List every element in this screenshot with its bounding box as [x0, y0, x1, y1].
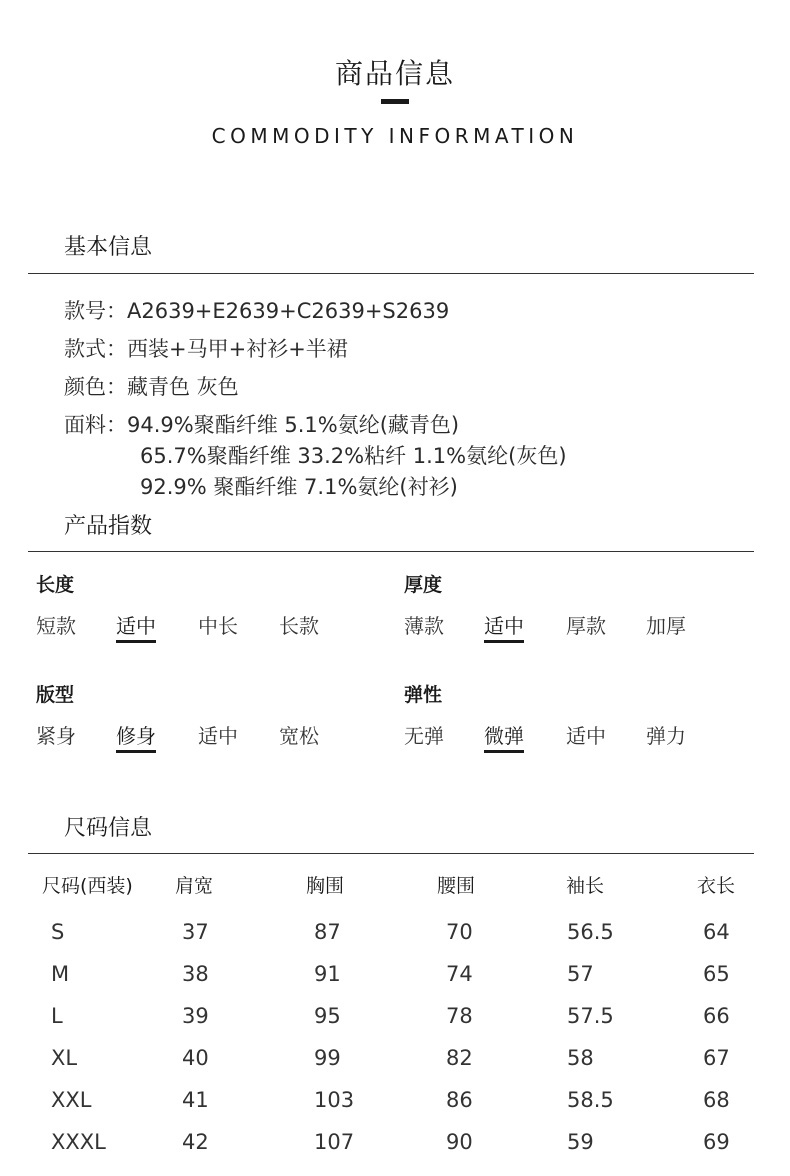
- table-cell-size: M: [51, 962, 70, 986]
- table-cell-sleeve: 57: [567, 962, 594, 986]
- fit-label: 版型: [36, 684, 75, 706]
- table-cell-waist: 74: [446, 962, 473, 986]
- table-cell-shoulder: 39: [182, 1004, 209, 1028]
- table-cell-length: 66: [703, 1004, 730, 1028]
- length-option-long: 长款: [279, 614, 319, 638]
- thickness-option-thin: 薄款: [404, 614, 444, 638]
- basic-info-heading: 基本信息: [64, 235, 153, 260]
- thickness-option-thick: 厚款: [566, 614, 606, 638]
- table-cell-sleeve: 56.5: [567, 920, 614, 944]
- table-cell-chest: 103: [314, 1088, 355, 1112]
- page-title: 商品信息: [334, 57, 455, 90]
- fit-option-tight: 紧身: [36, 724, 76, 748]
- table-cell-waist: 82: [446, 1046, 473, 1070]
- fit-option-regular: 适中: [198, 724, 238, 748]
- table-cell-waist: 78: [446, 1004, 473, 1028]
- table-cell-sleeve: 57.5: [567, 1004, 614, 1028]
- table-cell-chest: 91: [314, 962, 341, 986]
- basic-info-rule: [28, 273, 754, 274]
- size-info-heading: 尺码信息: [64, 816, 153, 841]
- column-header-chest: 胸围: [306, 875, 345, 897]
- table-cell-length: 65: [703, 962, 730, 986]
- table-cell-chest: 95: [314, 1004, 341, 1028]
- table-cell-length: 67: [703, 1046, 730, 1070]
- elasticity-label: 弹性: [404, 684, 443, 706]
- table-cell-waist: 86: [446, 1088, 473, 1112]
- thickness-label: 厚度: [404, 574, 443, 596]
- table-cell-size: S: [51, 920, 65, 944]
- column-header-waist: 腰围: [437, 875, 476, 897]
- table-cell-length: 68: [703, 1088, 730, 1112]
- fabric-line-2: 65.7%聚酯纤维 33.2%粘纤 1.1%氨纶(灰色): [140, 444, 567, 468]
- column-header-shoulder: 肩宽: [175, 875, 214, 897]
- table-cell-size: XXL: [51, 1088, 92, 1112]
- fabric-line-3: 92.9% 聚酯纤维 7.1%氨纶(衬衫): [140, 475, 458, 499]
- table-cell-length: 69: [703, 1130, 730, 1154]
- column-header-sleeve: 袖长: [566, 875, 605, 897]
- table-cell-size: XL: [51, 1046, 78, 1070]
- color-info: 颜色：藏青色 灰色: [64, 375, 239, 399]
- table-cell-size: L: [51, 1004, 63, 1028]
- table-cell-shoulder: 37: [182, 920, 209, 944]
- table-cell-waist: 90: [446, 1130, 473, 1154]
- fabric-line-1: 面料：94.9%聚酯纤维 5.1%氨纶(藏青色): [64, 413, 460, 437]
- table-cell-chest: 99: [314, 1046, 341, 1070]
- elasticity-option-slight-selected: 微弹: [484, 724, 524, 748]
- length-option-medium-selected: 适中: [116, 614, 156, 638]
- thickness-option-medium-selected: 适中: [484, 614, 524, 638]
- elasticity-option-stretch: 弹力: [646, 724, 686, 748]
- thickness-option-extra-thick: 加厚: [646, 614, 686, 638]
- title-divider: [381, 99, 409, 104]
- length-label: 长度: [36, 574, 75, 596]
- column-header-size: 尺码(西装): [42, 875, 133, 897]
- table-cell-shoulder: 38: [182, 962, 209, 986]
- table-cell-sleeve: 59: [567, 1130, 594, 1154]
- table-cell-chest: 87: [314, 920, 341, 944]
- table-cell-shoulder: 41: [182, 1088, 209, 1112]
- table-cell-shoulder: 42: [182, 1130, 209, 1154]
- elasticity-option-medium: 适中: [566, 724, 606, 748]
- elasticity-option-none: 无弹: [404, 724, 444, 748]
- table-cell-sleeve: 58.5: [567, 1088, 614, 1112]
- table-cell-waist: 70: [446, 920, 473, 944]
- table-cell-length: 64: [703, 920, 730, 944]
- fit-option-loose: 宽松: [279, 724, 319, 748]
- length-option-short: 短款: [36, 614, 76, 638]
- size-info-rule: [28, 853, 754, 854]
- style-number: 款号：A2639+E2639+C2639+S2639: [64, 299, 450, 323]
- length-option-mid-long: 中长: [198, 614, 238, 638]
- table-cell-shoulder: 40: [182, 1046, 209, 1070]
- column-header-length: 衣长: [697, 875, 736, 897]
- fit-option-slim-selected: 修身: [116, 724, 156, 748]
- table-cell-chest: 107: [314, 1130, 355, 1154]
- table-cell-sleeve: 58: [567, 1046, 594, 1070]
- page-subtitle: COMMODITY INFORMATION: [211, 124, 579, 148]
- product-index-rule: [28, 551, 754, 552]
- product-index-heading: 产品指数: [64, 514, 153, 539]
- style-type: 款式：西装+马甲+衬衫+半裙: [64, 337, 348, 361]
- table-cell-size: XXXL: [51, 1130, 106, 1154]
